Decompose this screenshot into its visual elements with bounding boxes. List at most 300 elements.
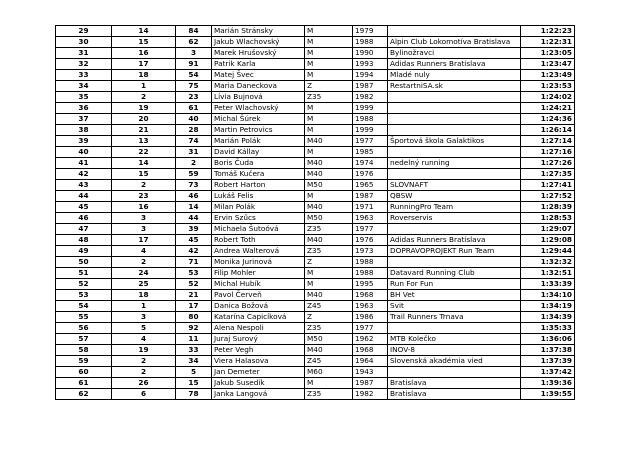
result-row	[56, 279, 575, 290]
club-cell	[388, 224, 521, 235]
birth-year-cell: 1985	[353, 147, 388, 158]
overall-place-cell: 61	[56, 378, 112, 389]
birth-year-cell: 1987	[353, 378, 388, 389]
birth-year-cell: 1963	[353, 213, 388, 224]
runner-name-cell: Peter Wlachovský	[212, 103, 305, 114]
category-cell: M	[305, 268, 353, 279]
bib-number-cell: 17	[176, 301, 212, 312]
finish-time-cell: 1:32:51	[521, 268, 575, 279]
finish-time-cell: 1:27:35	[521, 169, 575, 180]
category-place-cell: 16	[112, 202, 176, 213]
result-row	[56, 235, 575, 246]
category-place-cell: 2	[112, 356, 176, 367]
result-row	[56, 147, 575, 158]
category-place-cell: 18	[112, 70, 176, 81]
bib-number-cell: 74	[176, 136, 212, 147]
category-cell: M	[305, 37, 353, 48]
finish-time-cell: 1:34:39	[521, 312, 575, 323]
overall-place-cell: 62	[56, 389, 112, 400]
bib-number-cell: 92	[176, 323, 212, 334]
birth-year-cell: 1963	[353, 301, 388, 312]
bib-number-cell: 40	[176, 114, 212, 125]
bib-number-cell: 33	[176, 345, 212, 356]
category-cell: M50	[305, 213, 353, 224]
birth-year-cell: 1987	[353, 191, 388, 202]
club-cell: Mladé nuly	[388, 70, 521, 81]
category-place-cell: 26	[112, 378, 176, 389]
finish-time-cell: 1:22:31	[521, 37, 575, 48]
runner-name-cell: Marián Polák	[212, 136, 305, 147]
club-cell: RunningPro Team	[388, 202, 521, 213]
overall-place-cell: 30	[56, 37, 112, 48]
overall-place-cell: 34	[56, 81, 112, 92]
category-place-cell: 25	[112, 279, 176, 290]
finish-time-cell: 1:37:38	[521, 345, 575, 356]
runner-name-cell: Lívia Bujnová	[212, 92, 305, 103]
birth-year-cell: 1968	[353, 290, 388, 301]
birth-year-cell: 1976	[353, 169, 388, 180]
bib-number-cell: 91	[176, 59, 212, 70]
finish-time-cell: 1:27:14	[521, 136, 575, 147]
category-cell: M	[305, 103, 353, 114]
birth-year-cell: 1988	[353, 257, 388, 268]
category-place-cell: 14	[112, 26, 176, 37]
result-row	[56, 114, 575, 125]
result-row	[56, 169, 575, 180]
category-place-cell: 15	[112, 169, 176, 180]
category-place-cell: 14	[112, 158, 176, 169]
runner-name-cell: Pavol Červeň	[212, 290, 305, 301]
overall-place-cell: 31	[56, 48, 112, 59]
bib-number-cell: 11	[176, 334, 212, 345]
results-page	[55, 25, 575, 400]
birth-year-cell: 1977	[353, 323, 388, 334]
bib-number-cell: 21	[176, 290, 212, 301]
club-cell: MTB Kolečko	[388, 334, 521, 345]
bib-number-cell: 62	[176, 37, 212, 48]
finish-time-cell: 1:34:19	[521, 301, 575, 312]
club-cell: RestartniSA.sk	[388, 81, 521, 92]
category-place-cell: 2	[112, 367, 176, 378]
club-cell: Bratislava	[388, 378, 521, 389]
result-row	[56, 136, 575, 147]
result-row	[56, 323, 575, 334]
finish-time-cell: 1:24:02	[521, 92, 575, 103]
result-row	[56, 367, 575, 378]
category-cell: M50	[305, 180, 353, 191]
category-place-cell: 17	[112, 59, 176, 70]
club-cell	[388, 114, 521, 125]
category-cell: Z35	[305, 323, 353, 334]
category-place-cell: 22	[112, 147, 176, 158]
runner-name-cell: Jakub Susedík	[212, 378, 305, 389]
category-place-cell: 6	[112, 389, 176, 400]
overall-place-cell: 44	[56, 191, 112, 202]
result-row	[56, 268, 575, 279]
finish-time-cell: 1:36:06	[521, 334, 575, 345]
category-cell: Z35	[305, 92, 353, 103]
runner-name-cell: Tomáš Kučera	[212, 169, 305, 180]
club-cell	[388, 26, 521, 37]
result-row	[56, 290, 575, 301]
finish-time-cell: 1:26:14	[521, 125, 575, 136]
birth-year-cell: 1993	[353, 59, 388, 70]
result-row	[56, 158, 575, 169]
runner-name-cell: Filip Mohler	[212, 268, 305, 279]
result-row	[56, 59, 575, 70]
club-cell: Bylinožravci	[388, 48, 521, 59]
overall-place-cell: 54	[56, 301, 112, 312]
club-cell: nedelný running	[388, 158, 521, 169]
category-place-cell: 2	[112, 92, 176, 103]
overall-place-cell: 53	[56, 290, 112, 301]
result-row	[56, 202, 575, 213]
finish-time-cell: 1:29:44	[521, 246, 575, 257]
bib-number-cell: 39	[176, 224, 212, 235]
result-row	[56, 389, 575, 400]
category-place-cell: 19	[112, 345, 176, 356]
category-cell: Z	[305, 81, 353, 92]
category-place-cell: 1	[112, 81, 176, 92]
club-cell: Adidas Runners Bratislava	[388, 235, 521, 246]
runner-name-cell: Juraj Surový	[212, 334, 305, 345]
bib-number-cell: 59	[176, 169, 212, 180]
category-cell: M	[305, 70, 353, 81]
category-place-cell: 4	[112, 334, 176, 345]
birth-year-cell: 1977	[353, 136, 388, 147]
finish-time-cell: 1:24:21	[521, 103, 575, 114]
bib-number-cell: 52	[176, 279, 212, 290]
birth-year-cell: 1988	[353, 268, 388, 279]
category-cell: M40	[305, 136, 353, 147]
category-place-cell: 18	[112, 290, 176, 301]
birth-year-cell: 1982	[353, 92, 388, 103]
overall-place-cell: 40	[56, 147, 112, 158]
overall-place-cell: 42	[56, 169, 112, 180]
club-cell: INOV-8	[388, 345, 521, 356]
runner-name-cell: Lukáš Felis	[212, 191, 305, 202]
finish-time-cell: 1:35:33	[521, 323, 575, 334]
birth-year-cell: 1982	[353, 389, 388, 400]
runner-name-cell: Jan Demeter	[212, 367, 305, 378]
category-cell: M40	[305, 345, 353, 356]
finish-time-cell: 1:27:52	[521, 191, 575, 202]
club-cell: Trail Runners Trnava	[388, 312, 521, 323]
bib-number-cell: 71	[176, 257, 212, 268]
category-cell: M40	[305, 290, 353, 301]
overall-place-cell: 59	[56, 356, 112, 367]
bib-number-cell: 78	[176, 389, 212, 400]
birth-year-cell: 1964	[353, 356, 388, 367]
runner-name-cell: Michal Hubík	[212, 279, 305, 290]
category-place-cell: 13	[112, 136, 176, 147]
result-row	[56, 224, 575, 235]
finish-time-cell: 1:27:16	[521, 147, 575, 158]
birth-year-cell: 1976	[353, 235, 388, 246]
birth-year-cell: 1962	[353, 334, 388, 345]
runner-name-cell: Patrik Karla	[212, 59, 305, 70]
bib-number-cell: 28	[176, 125, 212, 136]
category-place-cell: 2	[112, 257, 176, 268]
category-cell: M	[305, 125, 353, 136]
birth-year-cell: 1974	[353, 158, 388, 169]
overall-place-cell: 39	[56, 136, 112, 147]
finish-time-cell: 1:22:23	[521, 26, 575, 37]
club-cell: BH Vet	[388, 290, 521, 301]
club-cell	[388, 125, 521, 136]
birth-year-cell: 1977	[353, 224, 388, 235]
category-cell: M	[305, 191, 353, 202]
overall-place-cell: 51	[56, 268, 112, 279]
birth-year-cell: 1988	[353, 37, 388, 48]
overall-place-cell: 49	[56, 246, 112, 257]
runner-name-cell: Viera Halasova	[212, 356, 305, 367]
category-cell: M50	[305, 334, 353, 345]
category-cell: M	[305, 48, 353, 59]
runner-name-cell: Katarína Capicíková	[212, 312, 305, 323]
bib-number-cell: 61	[176, 103, 212, 114]
runner-name-cell: Marek Hrušovský	[212, 48, 305, 59]
overall-place-cell: 35	[56, 92, 112, 103]
category-place-cell: 4	[112, 246, 176, 257]
birth-year-cell: 1988	[353, 114, 388, 125]
category-cell: Z35	[305, 389, 353, 400]
result-row	[56, 312, 575, 323]
result-row	[56, 26, 575, 37]
bib-number-cell: 14	[176, 202, 212, 213]
category-cell: M	[305, 26, 353, 37]
runner-name-cell: Peter Vegh	[212, 345, 305, 356]
category-place-cell: 15	[112, 37, 176, 48]
bib-number-cell: 75	[176, 81, 212, 92]
club-cell: Adidas Runners Bratislava	[388, 59, 521, 70]
runner-name-cell: Jakub Wlachovský	[212, 37, 305, 48]
bib-number-cell: 46	[176, 191, 212, 202]
overall-place-cell: 57	[56, 334, 112, 345]
result-row	[56, 37, 575, 48]
club-cell: Slovenská akadémia vied	[388, 356, 521, 367]
birth-year-cell: 1986	[353, 312, 388, 323]
overall-place-cell: 38	[56, 125, 112, 136]
runner-name-cell: Monika Jurinová	[212, 257, 305, 268]
runner-name-cell: Danica Božová	[212, 301, 305, 312]
club-cell	[388, 92, 521, 103]
finish-time-cell: 1:23:53	[521, 81, 575, 92]
category-cell: M40	[305, 235, 353, 246]
bib-number-cell: 3	[176, 48, 212, 59]
bib-number-cell: 42	[176, 246, 212, 257]
birth-year-cell: 1971	[353, 202, 388, 213]
category-place-cell: 24	[112, 268, 176, 279]
overall-place-cell: 29	[56, 26, 112, 37]
finish-time-cell: 1:23:47	[521, 59, 575, 70]
category-cell: Z35	[305, 224, 353, 235]
category-place-cell: 20	[112, 114, 176, 125]
category-cell: M40	[305, 169, 353, 180]
birth-year-cell: 1995	[353, 279, 388, 290]
bib-number-cell: 23	[176, 92, 212, 103]
finish-time-cell: 1:29:08	[521, 235, 575, 246]
category-cell: Z35	[305, 246, 353, 257]
category-place-cell: 2	[112, 180, 176, 191]
result-row	[56, 48, 575, 59]
category-place-cell: 19	[112, 103, 176, 114]
birth-year-cell: 1973	[353, 246, 388, 257]
runner-name-cell: Ervin Szűcs	[212, 213, 305, 224]
result-row	[56, 191, 575, 202]
overall-place-cell: 52	[56, 279, 112, 290]
finish-time-cell: 1:32:32	[521, 257, 575, 268]
birth-year-cell: 1999	[353, 125, 388, 136]
overall-place-cell: 45	[56, 202, 112, 213]
category-cell: Z	[305, 312, 353, 323]
runner-name-cell: Alena Nespoli	[212, 323, 305, 334]
category-cell: Z	[305, 257, 353, 268]
result-row	[56, 103, 575, 114]
overall-place-cell: 48	[56, 235, 112, 246]
category-cell: M	[305, 378, 353, 389]
runner-name-cell: Robert Toth	[212, 235, 305, 246]
birth-year-cell: 1965	[353, 180, 388, 191]
overall-place-cell: 36	[56, 103, 112, 114]
runner-name-cell: Michaela Šutoóvá	[212, 224, 305, 235]
bib-number-cell: 84	[176, 26, 212, 37]
category-place-cell: 3	[112, 224, 176, 235]
finish-time-cell: 1:33:39	[521, 279, 575, 290]
runner-name-cell: Robert Harton	[212, 180, 305, 191]
club-cell	[388, 169, 521, 180]
overall-place-cell: 58	[56, 345, 112, 356]
result-row	[56, 92, 575, 103]
finish-time-cell: 1:34:10	[521, 290, 575, 301]
category-cell: Z45	[305, 301, 353, 312]
bib-number-cell: 80	[176, 312, 212, 323]
category-place-cell: 23	[112, 191, 176, 202]
category-place-cell: 16	[112, 48, 176, 59]
finish-time-cell: 1:37:42	[521, 367, 575, 378]
finish-time-cell: 1:24:36	[521, 114, 575, 125]
result-row	[56, 356, 575, 367]
result-row	[56, 81, 575, 92]
results-body	[56, 26, 575, 400]
overall-place-cell: 47	[56, 224, 112, 235]
runner-name-cell: Andrea Walterová	[212, 246, 305, 257]
category-cell: M	[305, 147, 353, 158]
results-table	[55, 25, 575, 400]
runner-name-cell: Michal Šúrek	[212, 114, 305, 125]
overall-place-cell: 37	[56, 114, 112, 125]
bib-number-cell: 44	[176, 213, 212, 224]
result-row	[56, 334, 575, 345]
club-cell: DOPRAVOPROJEKT Run Team	[388, 246, 521, 257]
result-row	[56, 345, 575, 356]
result-row	[56, 213, 575, 224]
category-cell: M	[305, 114, 353, 125]
birth-year-cell: 1994	[353, 70, 388, 81]
category-place-cell: 3	[112, 213, 176, 224]
overall-place-cell: 56	[56, 323, 112, 334]
club-cell	[388, 147, 521, 158]
category-place-cell: 1	[112, 301, 176, 312]
runner-name-cell: Matej Švec	[212, 70, 305, 81]
runner-name-cell: Milan Polák	[212, 202, 305, 213]
runner-name-cell: David Kállay	[212, 147, 305, 158]
club-cell	[388, 367, 521, 378]
finish-time-cell: 1:28:39	[521, 202, 575, 213]
runner-name-cell: Martin Petrovics	[212, 125, 305, 136]
bib-number-cell: 5	[176, 367, 212, 378]
club-cell	[388, 257, 521, 268]
bib-number-cell: 54	[176, 70, 212, 81]
club-cell: SLOVNAFT	[388, 180, 521, 191]
overall-place-cell: 46	[56, 213, 112, 224]
birth-year-cell: 1943	[353, 367, 388, 378]
category-cell: Z45	[305, 356, 353, 367]
bib-number-cell: 45	[176, 235, 212, 246]
finish-time-cell: 1:37:39	[521, 356, 575, 367]
finish-time-cell: 1:39:55	[521, 389, 575, 400]
overall-place-cell: 43	[56, 180, 112, 191]
overall-place-cell: 55	[56, 312, 112, 323]
result-row	[56, 301, 575, 312]
club-cell: Roverservis	[388, 213, 521, 224]
birth-year-cell: 1990	[353, 48, 388, 59]
club-cell: QBSW	[388, 191, 521, 202]
bib-number-cell: 34	[176, 356, 212, 367]
overall-place-cell: 33	[56, 70, 112, 81]
category-cell: M40	[305, 158, 353, 169]
category-place-cell: 5	[112, 323, 176, 334]
result-row	[56, 378, 575, 389]
runner-name-cell: Marián Stránsky	[212, 26, 305, 37]
finish-time-cell: 1:27:41	[521, 180, 575, 191]
bib-number-cell: 53	[176, 268, 212, 279]
runner-name-cell: Boris Čuda	[212, 158, 305, 169]
overall-place-cell: 60	[56, 367, 112, 378]
birth-year-cell: 1979	[353, 26, 388, 37]
birth-year-cell: 1987	[353, 81, 388, 92]
bib-number-cell: 73	[176, 180, 212, 191]
runner-name-cell: Maria Daneckova	[212, 81, 305, 92]
birth-year-cell: 1968	[353, 345, 388, 356]
finish-time-cell: 1:23:05	[521, 48, 575, 59]
finish-time-cell: 1:23:49	[521, 70, 575, 81]
finish-time-cell: 1:29:07	[521, 224, 575, 235]
club-cell: Športová škola Galaktikos	[388, 136, 521, 147]
category-place-cell: 3	[112, 312, 176, 323]
result-row	[56, 257, 575, 268]
bib-number-cell: 15	[176, 378, 212, 389]
category-cell: M60	[305, 367, 353, 378]
runner-name-cell: Janka Langová	[212, 389, 305, 400]
finish-time-cell: 1:27:26	[521, 158, 575, 169]
club-cell: Datavard Running Club	[388, 268, 521, 279]
overall-place-cell: 41	[56, 158, 112, 169]
result-row	[56, 70, 575, 81]
category-place-cell: 17	[112, 235, 176, 246]
bib-number-cell: 31	[176, 147, 212, 158]
result-row	[56, 180, 575, 191]
bib-number-cell: 2	[176, 158, 212, 169]
category-place-cell: 21	[112, 125, 176, 136]
result-row	[56, 246, 575, 257]
finish-time-cell: 1:39:36	[521, 378, 575, 389]
category-cell: M	[305, 59, 353, 70]
club-cell: Run For Fun	[388, 279, 521, 290]
overall-place-cell: 50	[56, 257, 112, 268]
result-row	[56, 125, 575, 136]
club-cell	[388, 323, 521, 334]
